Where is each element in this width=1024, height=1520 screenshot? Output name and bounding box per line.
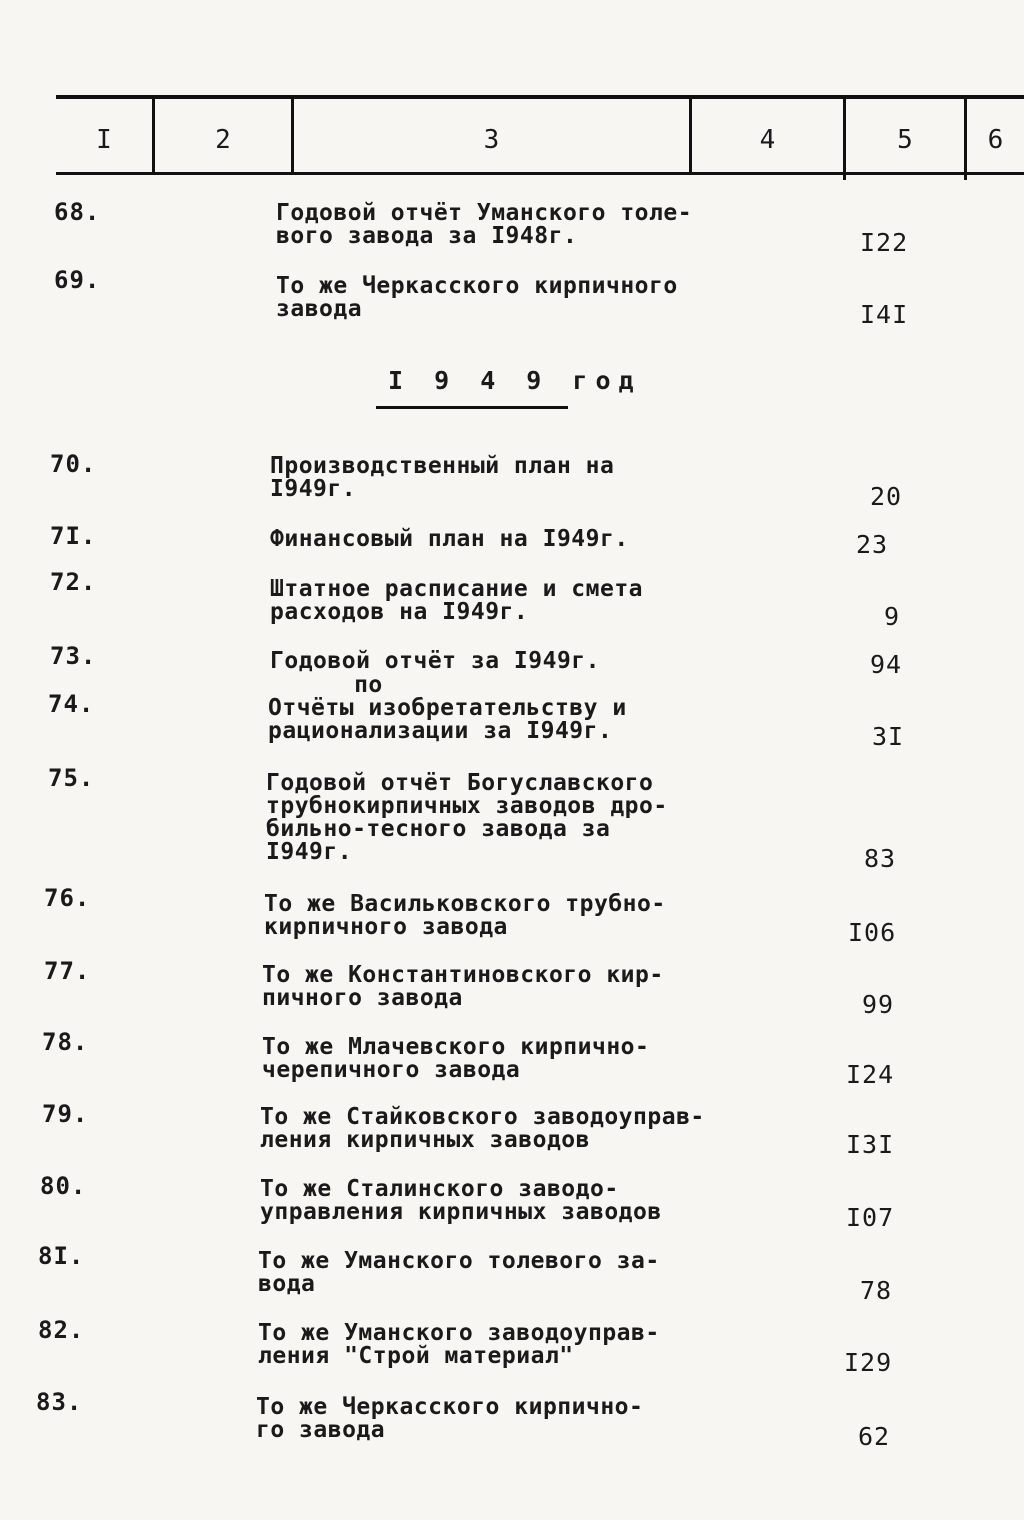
header-col-2: 2 bbox=[215, 125, 231, 155]
entry-title: То же Млачевского кирпично- черепичного завода bbox=[262, 1034, 650, 1083]
entry-sheets: I06 bbox=[848, 918, 897, 947]
header-col-6: 6 bbox=[987, 125, 1004, 155]
entry-number: 83. bbox=[36, 1388, 83, 1416]
entry-title: Годовой отчёт за I949г. bbox=[270, 648, 600, 674]
entry-sheets: I24 bbox=[846, 1060, 895, 1089]
entry-sheets: 3I bbox=[872, 722, 905, 751]
entry-number: 82. bbox=[38, 1316, 85, 1344]
entry-number: 70. bbox=[50, 450, 97, 478]
entry-title: То же Черкасского кирпично- го завода bbox=[256, 1394, 644, 1443]
entry-sheets: 83 bbox=[864, 844, 897, 873]
entry-number: 76. bbox=[44, 884, 91, 912]
entry-number: 68. bbox=[54, 198, 101, 226]
entry-number: 79. bbox=[42, 1100, 89, 1128]
entry-sheets: 94 bbox=[870, 650, 903, 679]
entry-number: 78. bbox=[42, 1028, 89, 1056]
entry-title: Штатное расписание и смета расходов на I949г. bbox=[270, 576, 644, 625]
entry-number: 73. bbox=[50, 642, 97, 670]
section-year-underline bbox=[376, 406, 568, 409]
entry-sheets: I22 bbox=[860, 228, 909, 257]
entry-sheets: 9 bbox=[884, 602, 901, 631]
entry-title: То же Уманского заводоуправ- ления "Строй материал" bbox=[258, 1320, 660, 1369]
entry-title: То же Уманского толевого за- вода bbox=[258, 1248, 660, 1297]
entry-title: То же Черкасского кирпичного завода bbox=[276, 273, 678, 322]
entry-sheets: 78 bbox=[860, 1276, 893, 1305]
entry-title: То же Сталинского заводо- управления кирпичных заводов bbox=[260, 1176, 662, 1225]
header-col-4: 4 bbox=[759, 125, 776, 155]
header-top-rule bbox=[56, 95, 1024, 99]
header-bottom-rule bbox=[56, 172, 1024, 175]
entry-number: 74. bbox=[48, 690, 95, 718]
entry-title: То же Стайковского заводоуправ- ления кирпичных заводов bbox=[260, 1104, 705, 1153]
entry-title: по Отчёты изобретательству и рационализации за I949г. bbox=[268, 672, 627, 744]
entry-sheets: 99 bbox=[862, 990, 895, 1019]
entry-sheets: I4I bbox=[860, 300, 909, 329]
entry-title: Финансовый план на I949г. bbox=[270, 526, 629, 552]
entry-number: 80. bbox=[40, 1172, 87, 1200]
entry-number: 77. bbox=[44, 957, 91, 985]
entry-sheets: I07 bbox=[846, 1203, 895, 1232]
header-col-1: I bbox=[96, 125, 112, 155]
entry-title: Годовой отчёт Богуславского трубнокирпичных заводов дро- бильно-тесного завода за I949г. bbox=[266, 770, 668, 865]
entry-number: 69. bbox=[54, 266, 101, 294]
entry-number: 75. bbox=[48, 764, 95, 792]
entry-title: Годовой отчёт Уманского толе- вого завода за I948г. bbox=[276, 200, 693, 249]
entry-sheets: I3I bbox=[846, 1130, 895, 1159]
section-year-heading: I 9 4 9 год bbox=[388, 366, 642, 395]
entry-title: Производственный план на I949г. bbox=[270, 453, 615, 502]
entry-number: 7I. bbox=[50, 522, 97, 550]
entry-sheets: 20 bbox=[870, 482, 903, 511]
entry-title: То же Константиновского кир- пичного завода bbox=[262, 962, 664, 1011]
entry-sheets: 62 bbox=[858, 1422, 891, 1451]
header-col-3: 3 bbox=[483, 125, 500, 155]
header-col-5: 5 bbox=[897, 125, 913, 155]
entry-number: 72. bbox=[50, 568, 97, 596]
entry-sheets: 23 bbox=[856, 530, 889, 559]
entry-sheets: I29 bbox=[844, 1348, 893, 1377]
entry-number: 8I. bbox=[38, 1242, 85, 1270]
entry-title: То же Васильковского трубно- кирпичного завода bbox=[264, 891, 666, 940]
